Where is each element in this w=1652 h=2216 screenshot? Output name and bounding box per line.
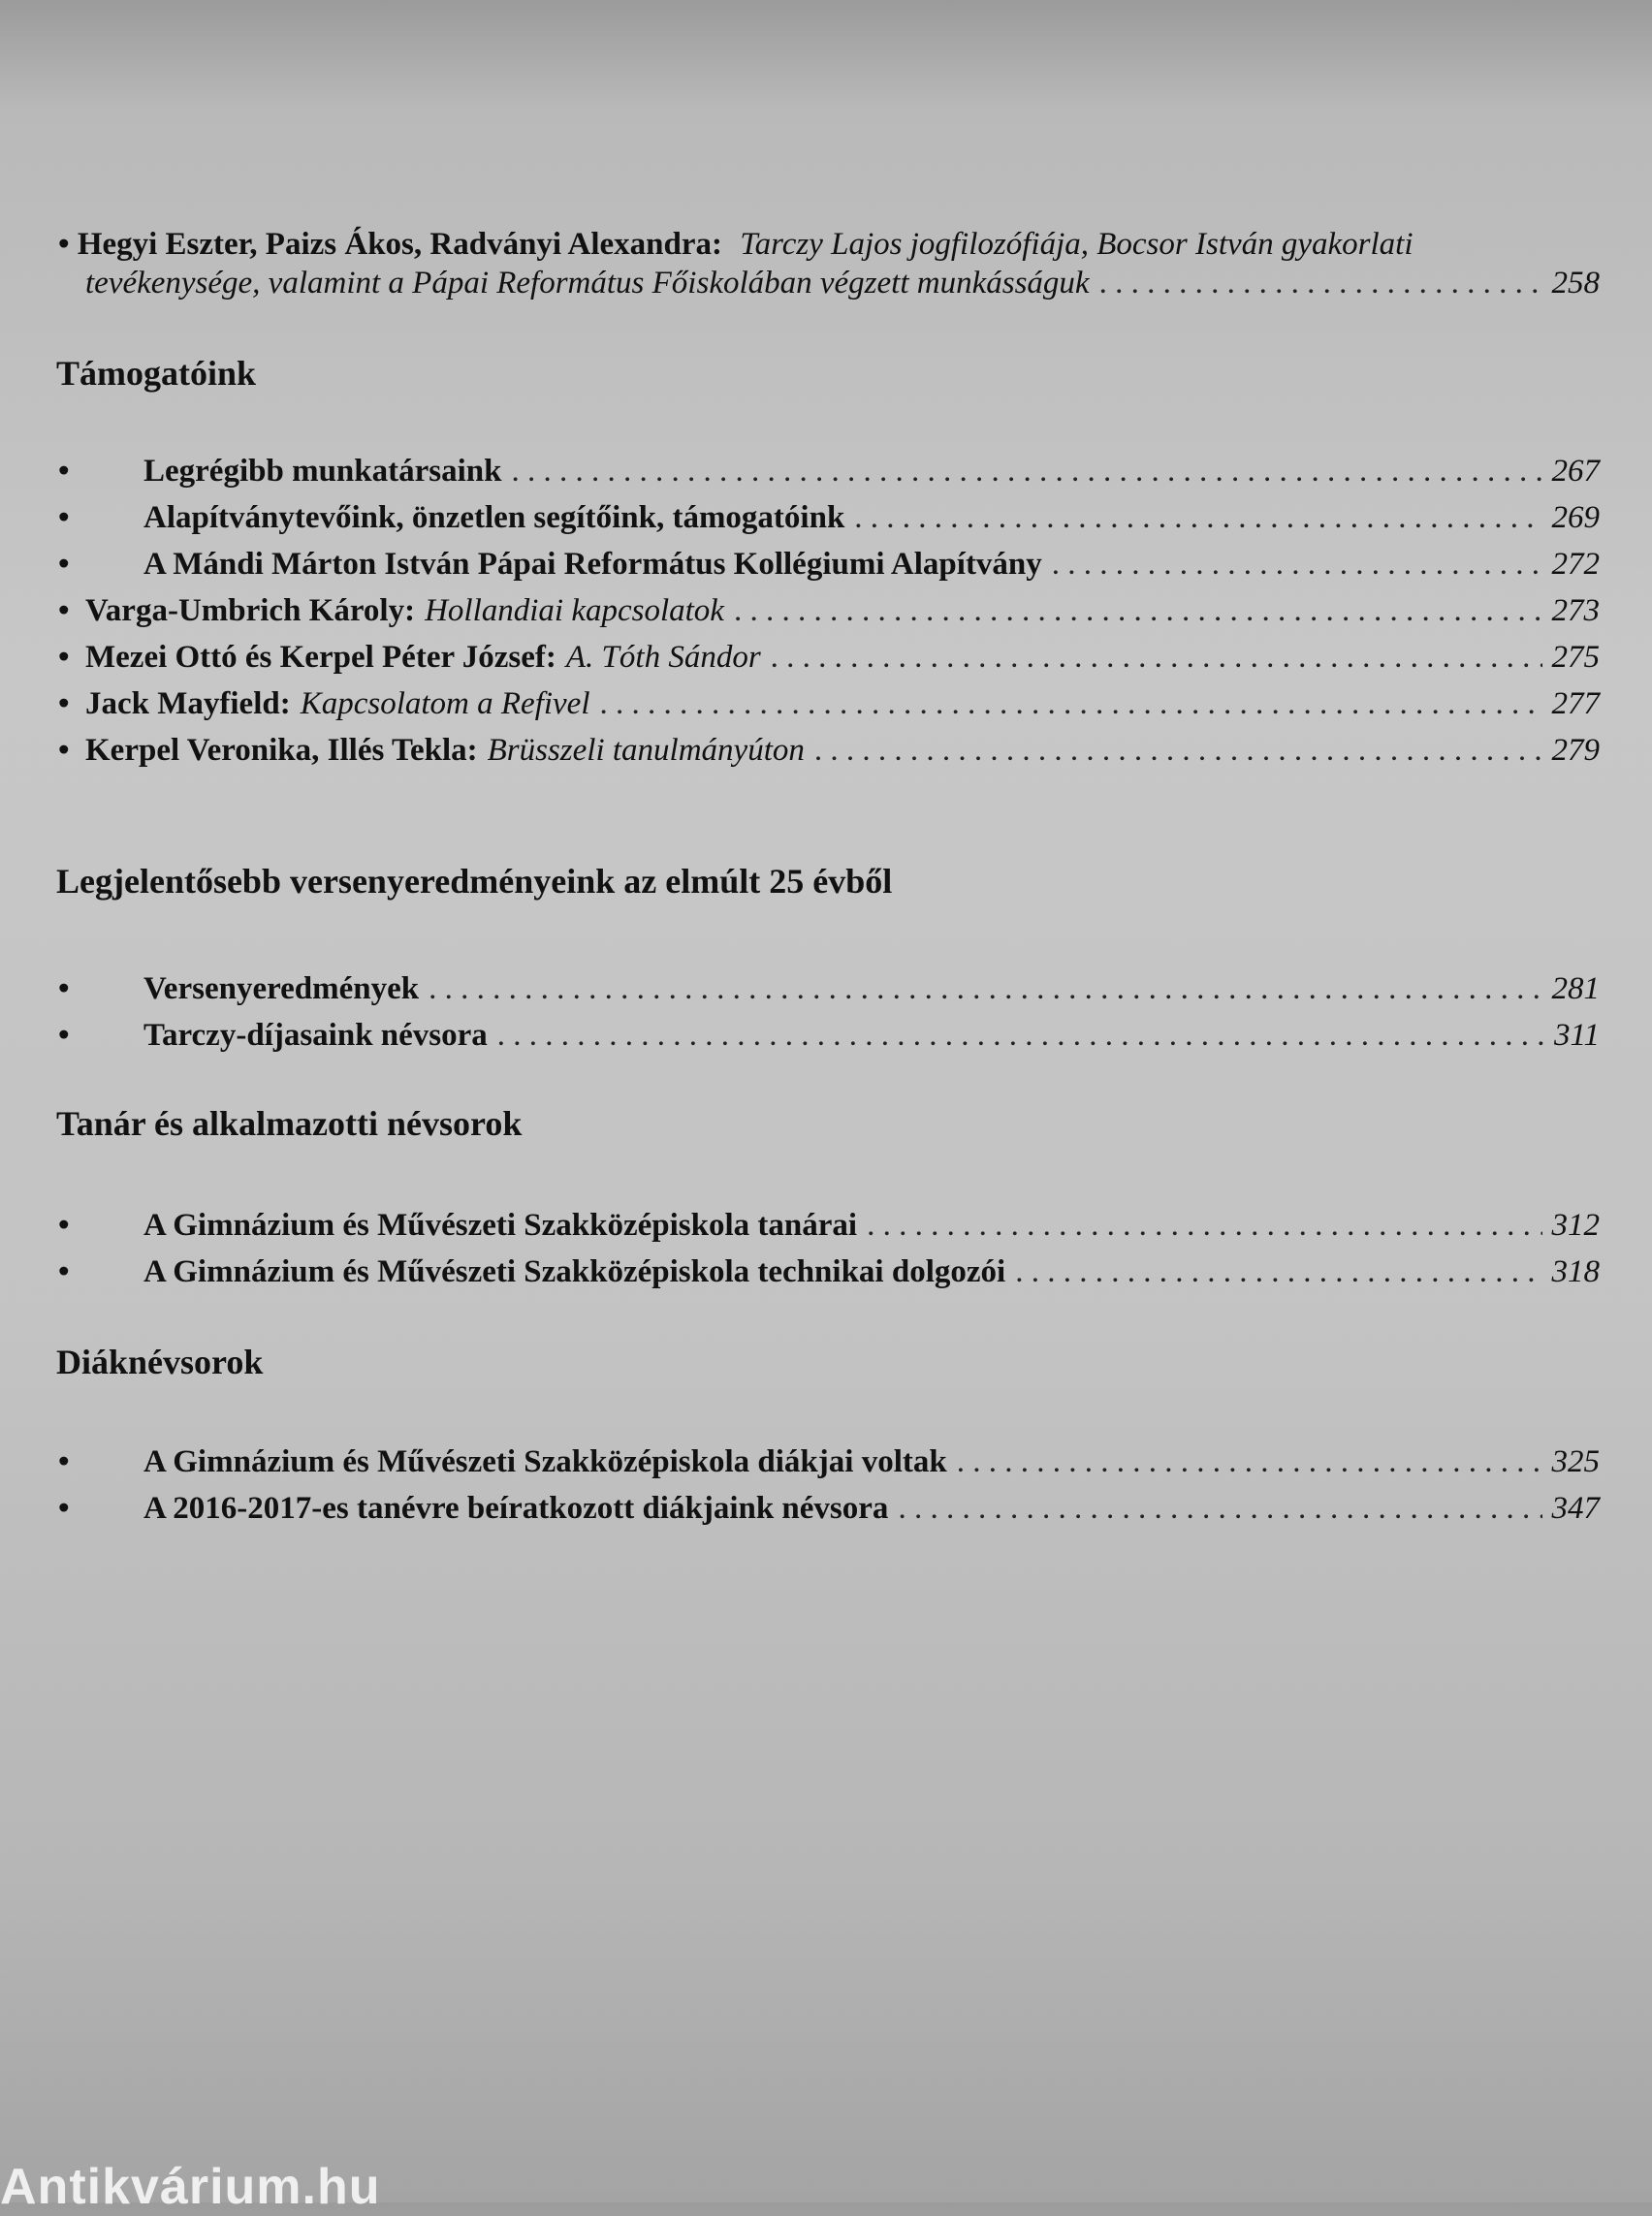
dot-leader bbox=[867, 1202, 1541, 1249]
bullet: • bbox=[58, 1018, 70, 1053]
page-number: 281 bbox=[1551, 971, 1600, 1006]
toc-entry bbox=[58, 681, 1600, 727]
page-number: 347 bbox=[1551, 1491, 1600, 1526]
dot-leader bbox=[600, 681, 1542, 727]
bullet: • bbox=[58, 1254, 70, 1289]
section-heading: Tanár és alkalmazotti névsorok bbox=[56, 1104, 523, 1143]
dot-leader bbox=[1015, 1249, 1541, 1295]
entry-title: A Gimnázium és Művészeti Szakközépiskola tanárai bbox=[143, 1208, 858, 1243]
toc-entry bbox=[58, 1202, 1600, 1249]
entry-author: Varga-Umbrich Károly: bbox=[85, 593, 416, 628]
entry-title: A 2016-2017-es tanévre beíratkozott diákjaink névsora bbox=[143, 1491, 889, 1526]
toc-entry bbox=[58, 966, 1600, 1012]
toc-entry bbox=[58, 1012, 1600, 1059]
entry-title: Alapítványtevőink, önzetlen segítőink, támogatóink bbox=[143, 500, 845, 535]
page-number: 277 bbox=[1551, 686, 1600, 721]
entry-author: Jack Mayfield: bbox=[85, 686, 291, 721]
page-number: 312 bbox=[1551, 1208, 1600, 1243]
page-number: 275 bbox=[1551, 640, 1600, 675]
dot-leader bbox=[957, 1439, 1542, 1485]
entry-title: A Gimnázium és Művészeti Szakközépiskola diákjai voltak bbox=[143, 1444, 947, 1479]
bullet: • bbox=[58, 227, 70, 262]
page-number: 325 bbox=[1551, 1444, 1600, 1479]
dot-leader bbox=[511, 448, 1541, 494]
entry-title: Kapcsolatom a Refivel bbox=[300, 686, 590, 721]
page-number: 311 bbox=[1553, 1018, 1600, 1053]
entry-title: Hollandiai kapcsolatok bbox=[425, 593, 724, 628]
dot-leader bbox=[1099, 260, 1542, 306]
page-number: 267 bbox=[1551, 454, 1600, 489]
bullet: • bbox=[58, 1208, 70, 1243]
page-number: 273 bbox=[1551, 593, 1600, 628]
toc-entry bbox=[58, 727, 1600, 774]
entry-author: Hegyi Eszter, Paizs Ákos, Radványi Alexandra: bbox=[77, 227, 723, 262]
toc-entry bbox=[58, 1249, 1600, 1295]
dot-leader bbox=[497, 1012, 1544, 1059]
dot-leader bbox=[429, 966, 1541, 1012]
bullet: • bbox=[58, 733, 70, 768]
entry-title: A Mándi Márton István Pápai Református Kollégiumi Alapítvány bbox=[143, 547, 1042, 582]
section-heading: Támogatóink bbox=[56, 354, 257, 393]
toc-entry-first-line2 bbox=[85, 260, 1600, 306]
watermark: Antikvárium.hu bbox=[0, 2159, 381, 2215]
dot-leader bbox=[771, 634, 1542, 681]
page-number: 318 bbox=[1551, 1254, 1600, 1289]
toc-entry bbox=[58, 1485, 1600, 1532]
bullet: • bbox=[58, 500, 70, 535]
entry-title: A Gimnázium és Művészeti Szakközépiskola technikai dolgozói bbox=[143, 1254, 1006, 1289]
entry-title: Tarczy Lajos jogfilozófiája, Bocsor István gyakorlati bbox=[740, 227, 1414, 262]
bullet: • bbox=[58, 454, 70, 489]
bullet: • bbox=[58, 640, 70, 675]
toc-entry bbox=[58, 494, 1600, 541]
dot-leader bbox=[854, 494, 1541, 541]
entry-author: Mezei Ottó és Kerpel Péter József: bbox=[85, 640, 556, 675]
toc-entry bbox=[58, 634, 1600, 681]
section-heading: Legjelentősebb versenyeredményeink az elmúlt 25 évből bbox=[56, 862, 893, 901]
bullet: • bbox=[58, 686, 70, 721]
toc-entry bbox=[58, 541, 1600, 587]
entry-author: Kerpel Veronika, Illés Tekla: bbox=[85, 733, 478, 768]
entry-title: A. Tóth Sándor bbox=[565, 640, 761, 675]
dot-leader bbox=[734, 587, 1542, 634]
page-number: 279 bbox=[1551, 733, 1600, 768]
toc-entry bbox=[58, 448, 1600, 494]
entry-title: Versenyeredmények bbox=[143, 971, 420, 1006]
dot-leader bbox=[1052, 541, 1542, 587]
entry-title: Tarczy-díjasaink névsora bbox=[143, 1018, 488, 1053]
page-number: 269 bbox=[1551, 500, 1600, 535]
dot-leader bbox=[898, 1485, 1541, 1532]
bullet: • bbox=[58, 1491, 70, 1526]
dot-leader bbox=[814, 727, 1542, 774]
entry-title: Legrégibb munkatársaink bbox=[143, 454, 502, 489]
toc-entry bbox=[58, 587, 1600, 634]
section-heading: Diáknévsorok bbox=[56, 1343, 264, 1381]
page-number: 272 bbox=[1551, 547, 1600, 582]
bullet: • bbox=[58, 971, 70, 1006]
bullet: • bbox=[58, 1444, 70, 1479]
bullet: • bbox=[58, 593, 70, 628]
toc-entry bbox=[58, 1439, 1600, 1485]
page-number: 258 bbox=[1551, 266, 1600, 301]
entry-title-continued: tevékenysége, valamint a Pápai Református Főiskolában végzett munkásságuk bbox=[85, 266, 1090, 301]
bullet: • bbox=[58, 547, 70, 582]
entry-title: Brüsszeli tanulmányúton bbox=[487, 733, 805, 768]
